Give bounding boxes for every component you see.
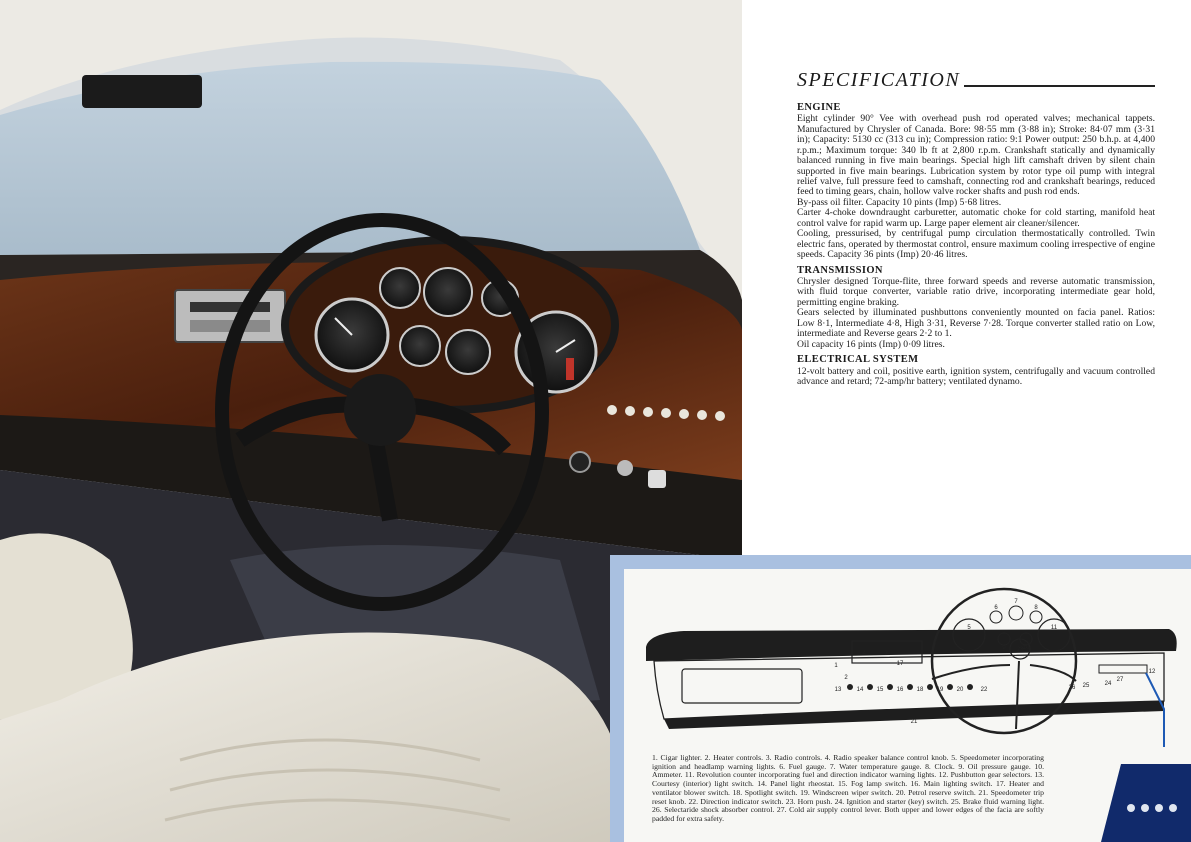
engine-paragraph: Carter 4-choke downdraught carburetter, automatic choke for cold starting, manifold heat control valve for rapid warm up. Large paper element air cleaner/silencer. [797,207,1155,229]
callout-27: 27 [1116,677,1124,683]
small-gauge-1 [380,268,420,308]
clock-gauge [424,268,472,316]
small-gauge-3 [400,326,440,366]
callout-26: 26 [1068,685,1076,691]
rear-view-mirror [82,75,202,108]
callout-21: 21 [910,719,918,725]
transmission-title: TRANSMISSION [797,264,883,276]
callout-16: 16 [896,687,904,693]
callout-18: 18 [916,687,924,693]
specification-section [797,70,1155,388]
callout-13: 13 [834,687,842,693]
glovebox [682,669,802,703]
callout-15: 15 [876,687,884,693]
callout-12: 12 [1148,669,1156,675]
electrical-paragraph: 12-volt battery and coil, positive earth, ignition system, centrifugally and vacuum controlled advance and retard; 72-amp/hr battery; ventilated dynamo. [797,365,1155,388]
callout-7: 7 [1014,599,1018,605]
facia-diagram-panel [610,555,1191,842]
callout-24: 24 [1104,681,1112,687]
callout-9: 9 [1002,645,1006,651]
callout-10: 10 [1022,645,1030,651]
engine-section [797,102,1155,261]
callout-14: 14 [856,687,864,693]
transmission-paragraph: Chrysler designed Torque-flite, three forward speeds and reverse automatic transmission, with fluid torque converter, variable ratio drive, incorporating intermediate gear hold, permitting engine braking. [797,276,1155,308]
callout-6: 6 [994,605,998,611]
callout-3: 3 [884,651,888,657]
engine-title: ENGINE [797,101,841,113]
facia-diagram [624,569,1191,842]
engine-paragraph: Cooling, pressurised, by centrifugal pump circulation thermostatically controlled. Twin electric fans, operated by thermostat control, ensure maximum cooling irrespective of engine speeds. Capacity 36 pints (Imp) 20·46 litres. [797,228,1155,261]
specification-title: SPECIFICATION [797,69,961,91]
small-gauge-4 [446,330,490,374]
callout-11: 11 [1050,625,1058,631]
specification-heading [797,70,1155,92]
callout-22: 22 [980,687,988,693]
callout-4: 4 [862,651,866,657]
callout-1: 1 [834,663,838,669]
pushbutton-inset [1101,764,1191,842]
callout-25: 25 [1082,683,1090,689]
electrical-title: ELECTRICAL SYSTEM [797,354,919,366]
callout-17: 17 [896,661,904,667]
transmission-paragraph: Gears selected by illuminated pushbuttons conveniently mounted on facia panel. Ratios: Low 8·1, Intermediate 4·8, High 3·31, Reverse 7·28. Torque converter stalled ratio on Low, intermediate and Reverse gears 2·2 to 1. [797,307,1155,340]
transmission-section [797,265,1155,351]
facia-top-roll [646,629,1177,661]
transmission-paragraph: Oil capacity 16 pints (Imp) 0·09 litres. [797,338,945,350]
callout-5: 5 [967,625,971,631]
engine-paragraph: Eight cylinder 90° Vee with overhead push rod operated valves; mechanical tappets. Manufactured by Chrysler of Canada. Bore: 98·55 mm (3·88 in); Stroke: 84·07 mm (3·31 in); Capacity: 5130 cc (313 cu in); Compression ratio: 9:1 Power output: 250 b.h.p. at 4,400 r.p.m.; Maximum torque: 340 lb ft at 2,800 r.p.m. Crankshaft statically and dynamically balanced running in five main bearings. Special high lift camshaft driven by silent chain supported in five main bearings. Lubrication system by rotor type oil pump with integral relief valve, full pressure feed to camshaft, connecting rod and crankshaft bearings, reduced feed to timing gears, chain, hollow valve rocker shafts and push rod ends. [797,113,1155,198]
callout-23: 23 [1016,647,1024,653]
engine-paragraph: By-pass oil filter. Capacity 10 pints (Imp) 5·68 litres. [797,196,1002,208]
callout-2: 2 [844,675,848,681]
heading-rule [964,85,1155,87]
diagram-legend: 1. Cigar lighter. 2. Heater controls. 3. Radio controls. 4. Radio speaker balance control knob. 5. Speedometer incorporating ignition and headlamp warning lights. 6. Fuel gauge. 7. Water temperature gauge. 8. Clock. 9. Oil pressure gauge. 10. Ammeter. 11. Revolution counter incorporating fuel and direction indicator warning lights. 12. Pushbutton gear selectors. 13. Courtesy (interior) light switch. 14. Panel light rheostat. 15. Fog lamp switch. 16. Main lighting switch. 17. Heater and ventilator blower switch. 18. Spotlight switch. 19. Windscreen wiper switch. 20. Petrol reserve switch. 21. Speedometer trip reset knob. 22. Direction indicator switch. 23. Horn push. 24. Ignition and starter (key) switch. 25. Brake fluid warning light. 26. Selectaride shock absorber control. 27. Cold air supply control lever. Both upper and lower edges of the facia are softly padded for extra safety. [652,753,1044,823]
electrical-section [797,354,1155,387]
ignition-key [648,470,666,488]
callout-8: 8 [1034,605,1038,611]
callout-20: 20 [956,687,964,693]
callout-19: 19 [936,687,944,693]
